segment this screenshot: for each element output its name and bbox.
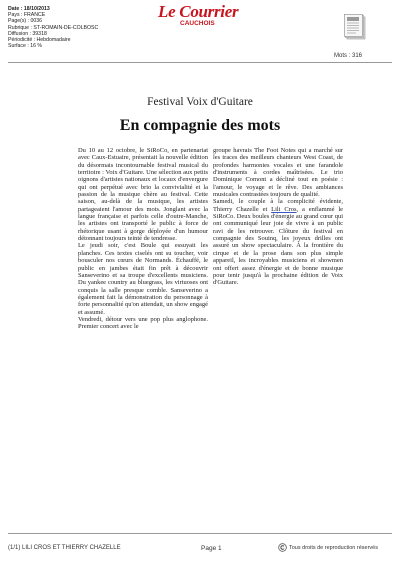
article-paragraph: Le jeudi soir, c'est Boule qui essuyait les planches. Ces textes ciselés ont su toucher, voir bousculer nos cœurs de Normands. Échauffé, le public en jambes était fin prêt à découvrir Sanseverino et sa troupe d'excellents musiciens. Du yankee country au bluegrass, les virtuoses ont conquis la salle presque comble. Sanseverino a également fait la démonstration du personnage à forte personnalité qu'on attendait, un show engagé et assumé. [78, 242, 208, 316]
tracking-code-strip [8, 524, 168, 526]
press-metadata [8, 6, 98, 49]
newspaper-logo [158, 3, 238, 27]
paragraph-text: Samedi, le couple à la complicité évidente, Thierry Chazelle et [213, 198, 343, 213]
paragraph-text: , a enflammé le SiRoCo. Deux boules d'énergie au grand cœur qui ont communiqué leur joie de vivre à un public ravi de les retrouver. Clôture du festival en compagnie des Souinq, les joyeux drilles ont assuré un show spectaculaire. À la frontière du cirque et de la prose dans son plus simple appareil, les incroyables musiciens et showmen ont offert assez d'énergie et de bonne musique pour tenir jusqu'à la prochaine édition de Voix d'Guitare. [213, 205, 344, 287]
logo-title: Le Courrier [158, 2, 239, 21]
article-paragraph: Du 10 au 12 octobre, le SiRoCo, en partenariat avec Caux-Estuaire, présentait la nouvelle édition du désormais incontournable festival musical du territoire : Voix d'Guitare. Une sélection aux petits oignons d'artistes nationaux et locaux d'envergure qui ont perpétué avec brio la convivialité et la passion de la musique chère au festival. Cette saison, au-delà de la musique, les artistes partageaient l'amour des mots. Jonglant avec la langue française et parfois celle d'outre-Manche, les artistes ont transporté le public à force de rhétorique usant à gorge déployée d'un humour détonnant toujours teinté de tendresse. [78, 147, 208, 243]
copyright-icon [278, 543, 287, 552]
logo-subtitle: CAUCHOIS [180, 20, 215, 27]
footer-divider [8, 533, 392, 534]
footer-page-number: Page 1 [201, 545, 222, 552]
footer-article-ref: (1/1) LILI CROS ET THIERRY CHAZELLE [8, 545, 121, 551]
meta-frequency: Périodicité : Hebdomadaire [8, 37, 71, 44]
meta-circulation: Diffusion : 39318 [8, 30, 47, 37]
article-paragraph [213, 198, 343, 286]
article-headline: En compagnie des mots [119, 117, 281, 134]
document-stack-icon [344, 14, 368, 40]
meta-country: Pays : FRANCE [8, 12, 46, 19]
article-kicker: Festival Voix d'Guitare [147, 96, 253, 108]
article-column-left [78, 147, 208, 331]
footer-rights: Tous droits de reproduction réservés [289, 545, 378, 551]
highlighted-name: Lili Cros [271, 205, 297, 213]
article-paragraph: groupe havrais The Foot Notes qui a marché sur les traces des meilleurs chanteurs West Coast, de profondes harmonies vocales et une farandole d'instruments à cordes maîtrisées. Le trio Dominique Comont a décliné tout en poésie : l'amour, le voyage et le rêve. Des ambiances musicales contrastées toujours de qualité. [213, 147, 343, 199]
article-paragraph: Vendredi, détour vers une pop plus anglophone. Premier concert avec le [78, 315, 208, 331]
meta-date: Date : 18/10/2013 [8, 6, 50, 12]
meta-pages: Page(s) : 0036 [8, 18, 43, 25]
article-column-right [213, 147, 343, 287]
meta-section: Rubrique : ST-ROMAIN-DE-COLBOSC [8, 24, 99, 31]
header-divider [8, 62, 392, 63]
meta-surface: Surface : 16 % [8, 43, 43, 50]
word-count: Mots : 316 [334, 53, 363, 59]
